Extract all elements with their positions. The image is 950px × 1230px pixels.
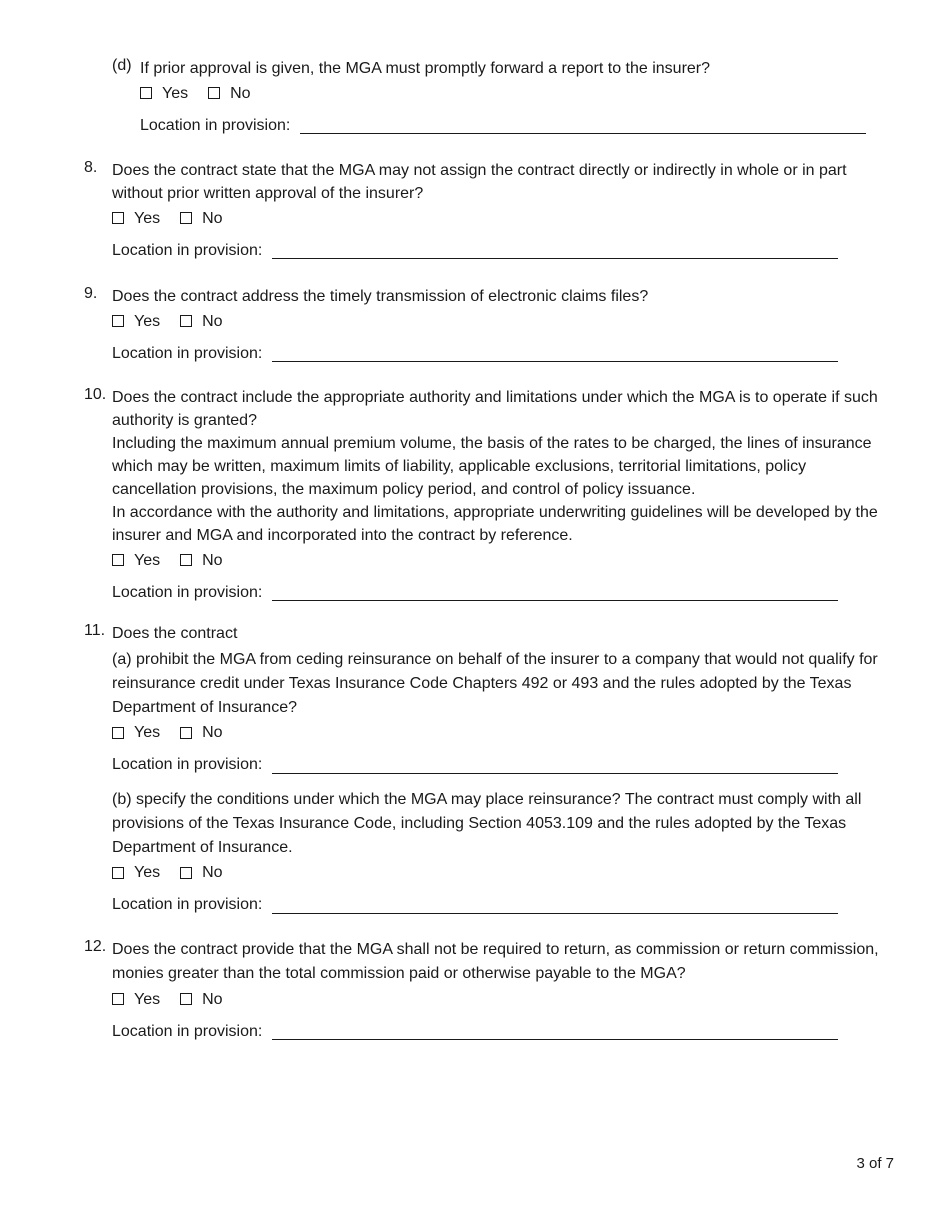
question-text: Does the contract state that the MGA may not assign the contract directly or indirectly in whole or in part without prior written approval of the insurer?	[112, 162, 847, 202]
no-checkbox[interactable]: No	[180, 549, 222, 572]
no-checkbox[interactable]: No	[180, 310, 222, 333]
location-field: Location in provision:	[112, 755, 894, 777]
location-input-line[interactable]	[272, 772, 838, 774]
location-field: Location in provision:	[140, 115, 894, 137]
checkbox-icon	[208, 87, 220, 99]
checkbox-icon	[180, 554, 192, 566]
checkbox-icon	[112, 727, 124, 739]
question-7d	[84, 57, 894, 137]
question-detail: Including the maximum annual premium volume, the basis of the rates to be charged, the lines of insurance which may be written, maximum limits of liability, applicable exclusions, territorial limitations, policy cancellation provisions, the maximum policy period, and control of policy issuance.	[112, 435, 872, 498]
checkbox-icon	[112, 212, 124, 224]
location-input-line[interactable]	[272, 257, 838, 259]
location-field: Location in provision:	[112, 582, 894, 604]
location-input-line[interactable]	[300, 132, 866, 134]
question-text: If prior approval is given, the MGA must promptly forward a report to the insurer?	[140, 60, 711, 77]
checkbox-icon	[180, 212, 192, 224]
location-field: Location in provision:	[112, 343, 894, 365]
question-9	[84, 285, 894, 365]
yes-checkbox[interactable]: Yes	[112, 549, 160, 572]
no-checkbox[interactable]: No	[180, 207, 222, 230]
question-text: Does the contract provide that the MGA shall not be required to return, as commission or return commission, monies greater than the total commission paid or otherwise payable to the MGA?	[112, 941, 879, 982]
page-number: 3 of 7	[856, 1155, 894, 1172]
location-input-line[interactable]	[272, 599, 838, 601]
question-10	[84, 386, 894, 604]
location-input-line[interactable]	[272, 1038, 838, 1040]
answer-options	[112, 309, 894, 333]
no-checkbox[interactable]: No	[180, 861, 222, 885]
yes-checkbox[interactable]: Yes	[112, 310, 160, 333]
no-checkbox[interactable]: No	[180, 988, 222, 1011]
checkbox-icon	[112, 315, 124, 327]
question-detail: In accordance with the authority and limitations, appropriate underwriting guidelines will be developed by the insurer and MGA and incorporated into the contract by reference.	[112, 504, 878, 544]
location-field: Location in provision:	[112, 1021, 894, 1043]
location-input-line[interactable]	[272, 912, 838, 914]
no-checkbox[interactable]: No	[208, 82, 250, 105]
question-11a-text: (a) prohibit the MGA from ceding reinsurance on behalf of the insurer to a company that would not qualify for reinsurance credit under Texas Insurance Code Chapters 492 or 493 and the rules adopted by the Texas Department of Insurance?	[112, 651, 878, 716]
checkbox-icon	[180, 315, 192, 327]
question-text: Does the contract include the appropriate authority and limitations under which the MGA is to operate if such authority is granted?	[112, 389, 878, 429]
checkbox-icon	[180, 727, 192, 739]
question-number: 8.	[84, 159, 98, 176]
question-11b-text: (b) specify the conditions under which the MGA may place reinsurance? The contract must comply with all provisions of the Texas Insurance Code, including Section 4053.109 and the rules adopted by the Texas Department of Insurance.	[112, 791, 862, 856]
checkbox-icon	[112, 993, 124, 1005]
yes-checkbox[interactable]: Yes	[140, 82, 188, 105]
answer-options	[140, 81, 894, 105]
question-text: Does the contract address the timely transmission of electronic claims files?	[112, 288, 649, 305]
yes-checkbox[interactable]: Yes	[112, 207, 160, 230]
question-8	[84, 159, 894, 262]
yes-checkbox[interactable]: Yes	[112, 861, 160, 885]
yes-checkbox[interactable]: Yes	[112, 988, 160, 1011]
location-field: Location in provision:	[112, 240, 894, 262]
question-number: 9.	[84, 285, 98, 302]
question-12	[84, 938, 894, 1043]
question-number: 10.	[84, 386, 107, 403]
answer-options	[112, 987, 894, 1011]
question-11	[84, 622, 894, 917]
checkbox-icon	[112, 867, 124, 879]
location-field: Location in provision:	[112, 895, 894, 917]
checkbox-icon	[140, 87, 152, 99]
answer-options-11a	[112, 721, 894, 745]
answer-options	[112, 206, 894, 230]
answer-options	[112, 548, 894, 572]
checkbox-icon	[112, 554, 124, 566]
question-number: 11.	[84, 622, 106, 639]
question-text: Does the contract	[112, 625, 238, 642]
checkbox-icon	[180, 867, 192, 879]
no-checkbox[interactable]: No	[180, 721, 222, 745]
question-number: 12.	[84, 938, 107, 955]
location-input-line[interactable]	[272, 360, 838, 362]
question-label: (d)	[112, 57, 132, 74]
yes-checkbox[interactable]: Yes	[112, 721, 160, 745]
checkbox-icon	[180, 993, 192, 1005]
answer-options-11b	[112, 861, 894, 885]
